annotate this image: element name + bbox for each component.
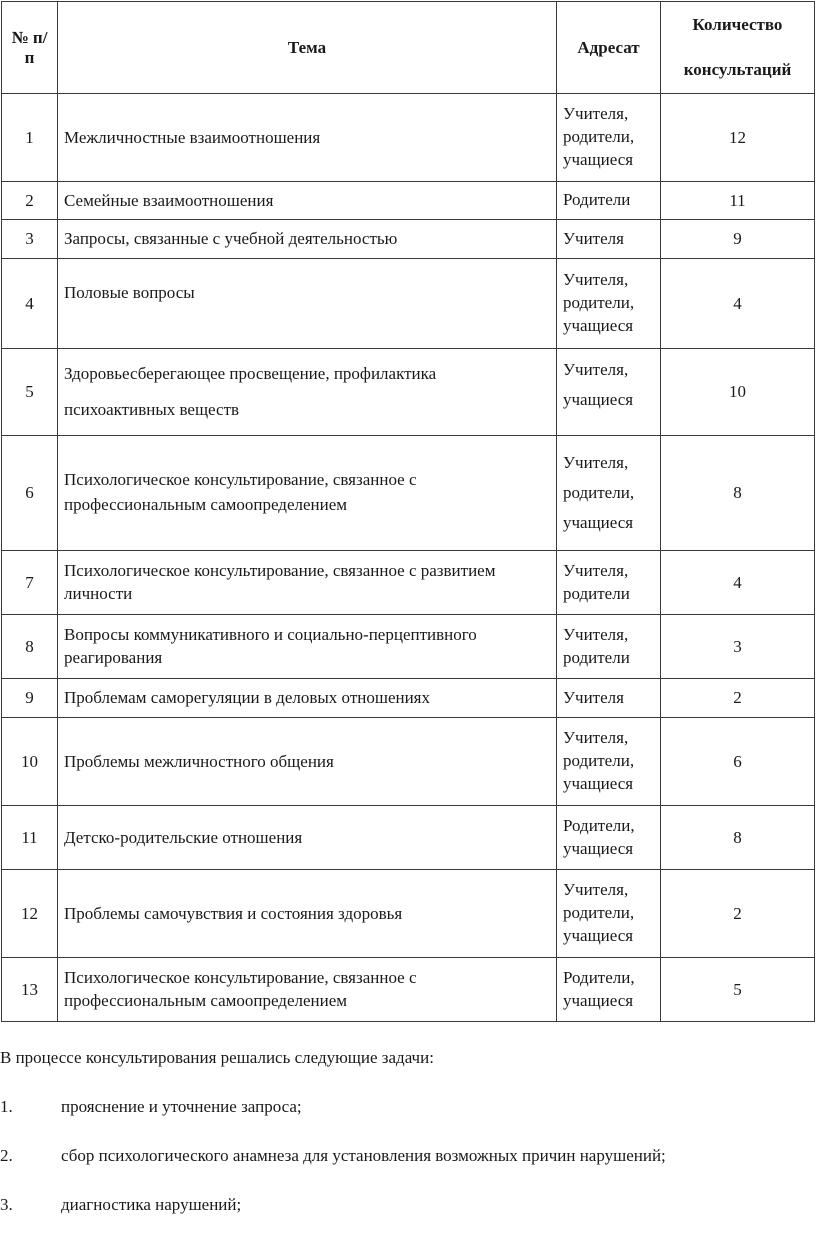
- row-topic: Половые вопросы: [58, 259, 557, 349]
- row-number: 1: [2, 94, 58, 182]
- row-count: 3: [661, 615, 815, 679]
- row-topic: Проблемы самочувствия и состояния здоровья: [58, 870, 557, 958]
- row-topic: Психологическое консультирование, связанное с профессиональным самоопределением: [58, 958, 557, 1022]
- row-topic: Межличностные взаимоотношения: [58, 94, 557, 182]
- consultations-table: [1, 1, 815, 1022]
- header-count-line2: консультаций: [683, 59, 792, 79]
- row-count: 5: [661, 958, 815, 1022]
- list-item: [0, 1195, 241, 1215]
- row-number: 5: [2, 349, 58, 436]
- row-number: 3: [2, 220, 58, 259]
- row-number: 6: [2, 436, 58, 551]
- list-item: [0, 1146, 666, 1166]
- row-count: 11: [661, 182, 815, 220]
- row-addressee: Учителя: [557, 679, 661, 718]
- list-number: 2.: [0, 1146, 13, 1165]
- table-header-row: [2, 2, 815, 94]
- row-topic: Здоровьесберегающее просвещение, профилактика психоактивных веществ: [58, 349, 557, 436]
- row-number: 4: [2, 259, 58, 349]
- row-addressee: Родители, учащиеся: [557, 806, 661, 870]
- table-row: [2, 259, 815, 349]
- row-topic: Психологическое консультирование, связанное с профессиональным самоопределением: [58, 436, 557, 551]
- row-number: 9: [2, 679, 58, 718]
- row-number: 7: [2, 551, 58, 615]
- row-count: 9: [661, 220, 815, 259]
- row-topic: Семейные взаимоотношения: [58, 182, 557, 220]
- table-row: [2, 679, 815, 718]
- list-number: 3.: [0, 1195, 13, 1214]
- row-topic: Проблемам саморегуляции в деловых отношениях: [58, 679, 557, 718]
- row-addressee: Учителя, родители, учащиеся: [557, 259, 661, 349]
- table-row: [2, 806, 815, 870]
- row-addressee: Учителя, родители: [557, 615, 661, 679]
- table-row: [2, 870, 815, 958]
- header-topic: Тема: [58, 2, 557, 94]
- row-count: 2: [661, 679, 815, 718]
- row-topic: Психологическое консультирование, связанное с развитием личности: [58, 551, 557, 615]
- table-row: [2, 615, 815, 679]
- row-addressee: Учителя, родители, учащиеся: [557, 436, 661, 551]
- row-number: 10: [2, 718, 58, 806]
- table-row: [2, 182, 815, 220]
- row-count: 8: [661, 436, 815, 551]
- table-row: [2, 436, 815, 551]
- row-number: 13: [2, 958, 58, 1022]
- row-count: 8: [661, 806, 815, 870]
- table-row: [2, 220, 815, 259]
- row-number: 11: [2, 806, 58, 870]
- row-addressee: Учителя, родители, учащиеся: [557, 94, 661, 182]
- row-addressee: Учителя, родители, учащиеся: [557, 718, 661, 806]
- header-number: № п/п: [2, 2, 58, 94]
- header-addressee: Адресат: [557, 2, 661, 94]
- table-row: [2, 94, 815, 182]
- row-number: 2: [2, 182, 58, 220]
- list-item: [0, 1097, 302, 1117]
- row-count: 2: [661, 870, 815, 958]
- row-addressee: Родители, учащиеся: [557, 958, 661, 1022]
- row-count: 12: [661, 94, 815, 182]
- row-count: 4: [661, 259, 815, 349]
- row-number: 12: [2, 870, 58, 958]
- row-topic: Запросы, связанные с учебной деятельностью: [58, 220, 557, 259]
- table-row: [2, 551, 815, 615]
- row-topic: Детско-родительские отношения: [58, 806, 557, 870]
- row-addressee: Учителя: [557, 220, 661, 259]
- list-text: сбор психологического анамнеза для установления возможных причин нарушений;: [61, 1146, 666, 1165]
- row-count: 6: [661, 718, 815, 806]
- row-addressee: Родители: [557, 182, 661, 220]
- header-count: [661, 2, 815, 94]
- list-number: 1.: [0, 1097, 13, 1116]
- row-count: 10: [661, 349, 815, 436]
- row-topic: Вопросы коммуникативного и социально-перцептивного реагирования: [58, 615, 557, 679]
- table-row: [2, 718, 815, 806]
- list-text: диагностика нарушений;: [61, 1195, 242, 1214]
- row-count: 4: [661, 551, 815, 615]
- table-row: [2, 349, 815, 436]
- row-addressee: Учителя, родители: [557, 551, 661, 615]
- tasks-intro: В процессе консультирования решались следующие задачи:: [0, 1048, 434, 1067]
- row-addressee: Учителя, учащиеся: [557, 349, 661, 436]
- list-text: прояснение и уточнение запроса;: [61, 1097, 302, 1116]
- header-count-line1: Количество: [692, 15, 783, 35]
- table-row: [2, 958, 815, 1022]
- row-number: 8: [2, 615, 58, 679]
- row-addressee: Учителя, родители, учащиеся: [557, 870, 661, 958]
- row-topic: Проблемы межличностного общения: [58, 718, 557, 806]
